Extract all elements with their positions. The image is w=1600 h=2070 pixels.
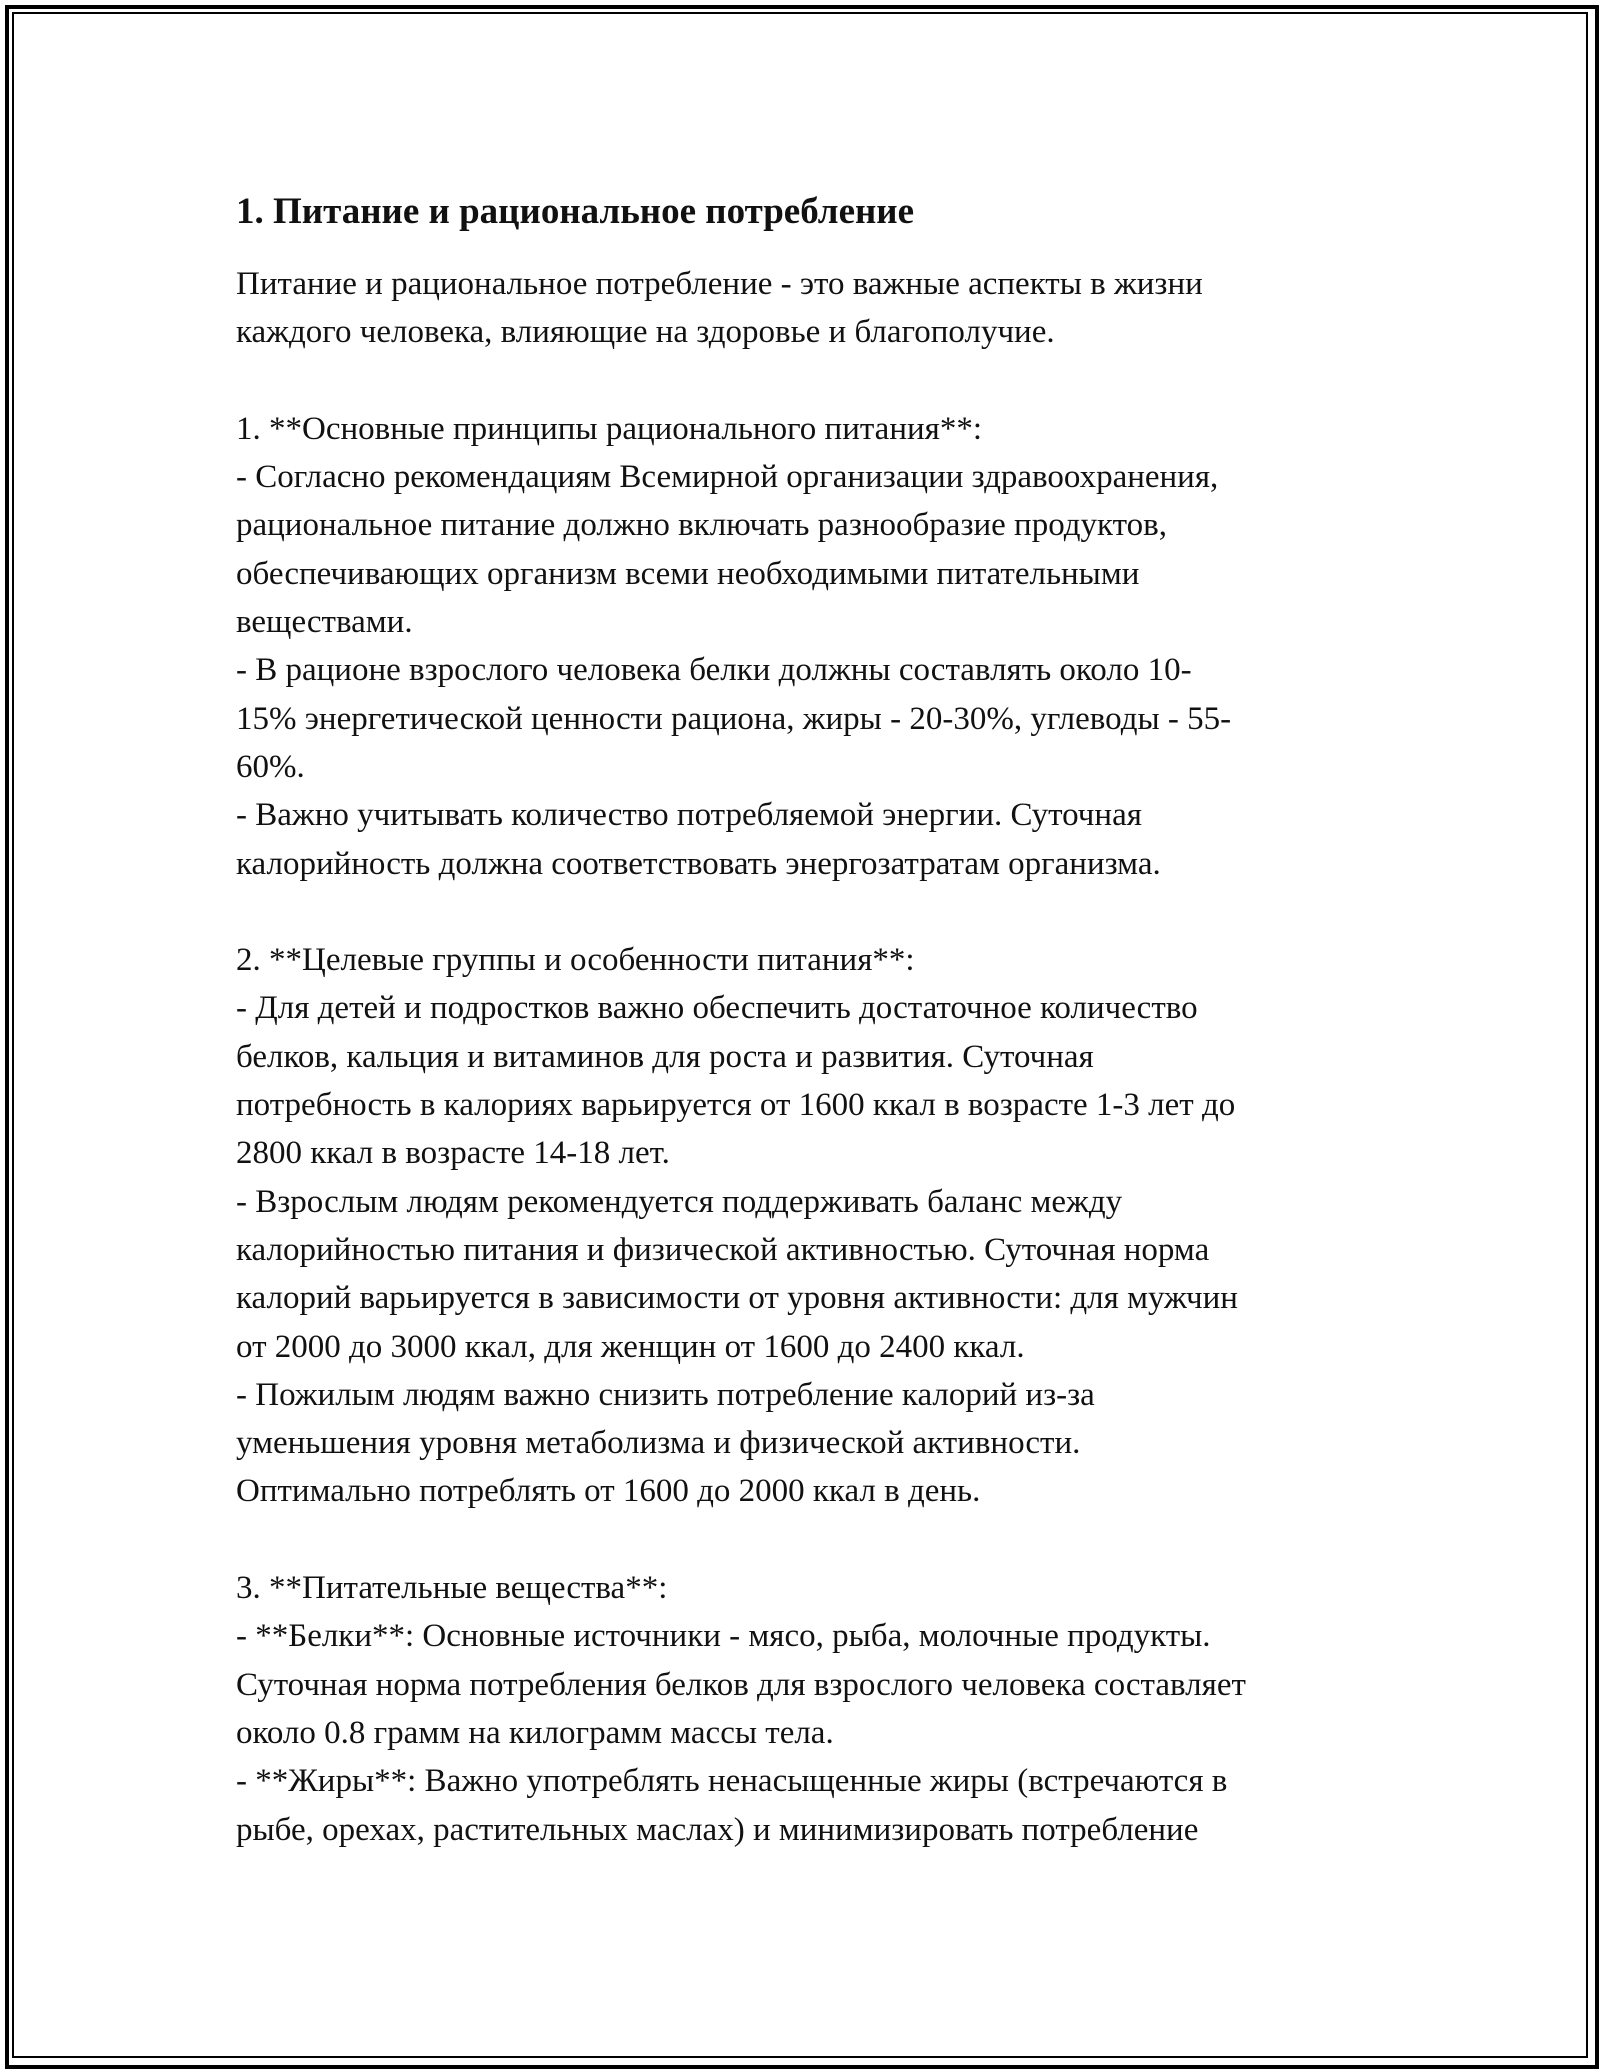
list-item: - Для детей и подростков важно обеспечить достаточное количество белков, кальция и витаминов для роста и развития. Суточная потребность в калориях варьируется от 1600 ккал в возрасте 1-3 лет до 2800 ккал в возрасте 14-18 лет. (236, 990, 1236, 1172)
list-item: - В рационе взрослого человека белки должны составлять около 10- 15% энергетической ценности рациона, жиры - 20-30%, углеводы - 55- 60%. (236, 652, 1232, 785)
list-item: - Пожилым людям важно снизить потребление калорий из-за уменьшения уровня метаболизма и физической активности. Оптимально потреблять от 1600 до 2000 ккал в день. (236, 1376, 1095, 1510)
section-nutrition-principles (236, 405, 1376, 888)
list-item: - Взрослым людям рекомендуется поддерживать баланс между калорийностью питания и физической активностью. Суточная норма калорий варьируется в зависимости от уровня активности: для мужчин от 2000 до 3000 ккал, для женщин от 1600 до 2400 ккал. (236, 1183, 1238, 1365)
section-target-groups (236, 936, 1376, 1516)
section-heading: 1. **Основные принципы рационального питания**: (236, 410, 982, 447)
list-item: - **Белки**: Основные источники - мясо, рыба, молочные продукты. Суточная норма потребления белков для взрослого человека составляет около 0.8 грамм на килограмм массы тела. (236, 1618, 1246, 1751)
document-body (236, 186, 1376, 1854)
intro-paragraph: Питание и рациональное потребление - это важные аспекты в жизни каждого человека, влияющие на здоровье и благополучие. (236, 266, 1203, 351)
document-title: 1. Питание и рациональное потребление (236, 191, 915, 232)
list-item: - **Жиры**: Важно употреблять ненасыщенные жиры (встречаются в рыбе, орехах, растительных маслах) и минимизировать потребление (236, 1763, 1228, 1848)
list-item: - Согласно рекомендациям Всемирной организации здравоохранения, рациональное питание должно включать разнообразие продуктов, обеспечивающих организм всеми необходимыми питательными веществами. (236, 459, 1219, 641)
section-nutrients (236, 1564, 1376, 1854)
section-heading: 3. **Питательные вещества**: (236, 1570, 668, 1607)
section-heading: 2. **Целевые группы и особенности питания**: (236, 942, 915, 979)
list-item: - Важно учитывать количество потребляемой энергии. Суточная калорийность должна соответствовать энергозатратам организма. (236, 797, 1161, 882)
